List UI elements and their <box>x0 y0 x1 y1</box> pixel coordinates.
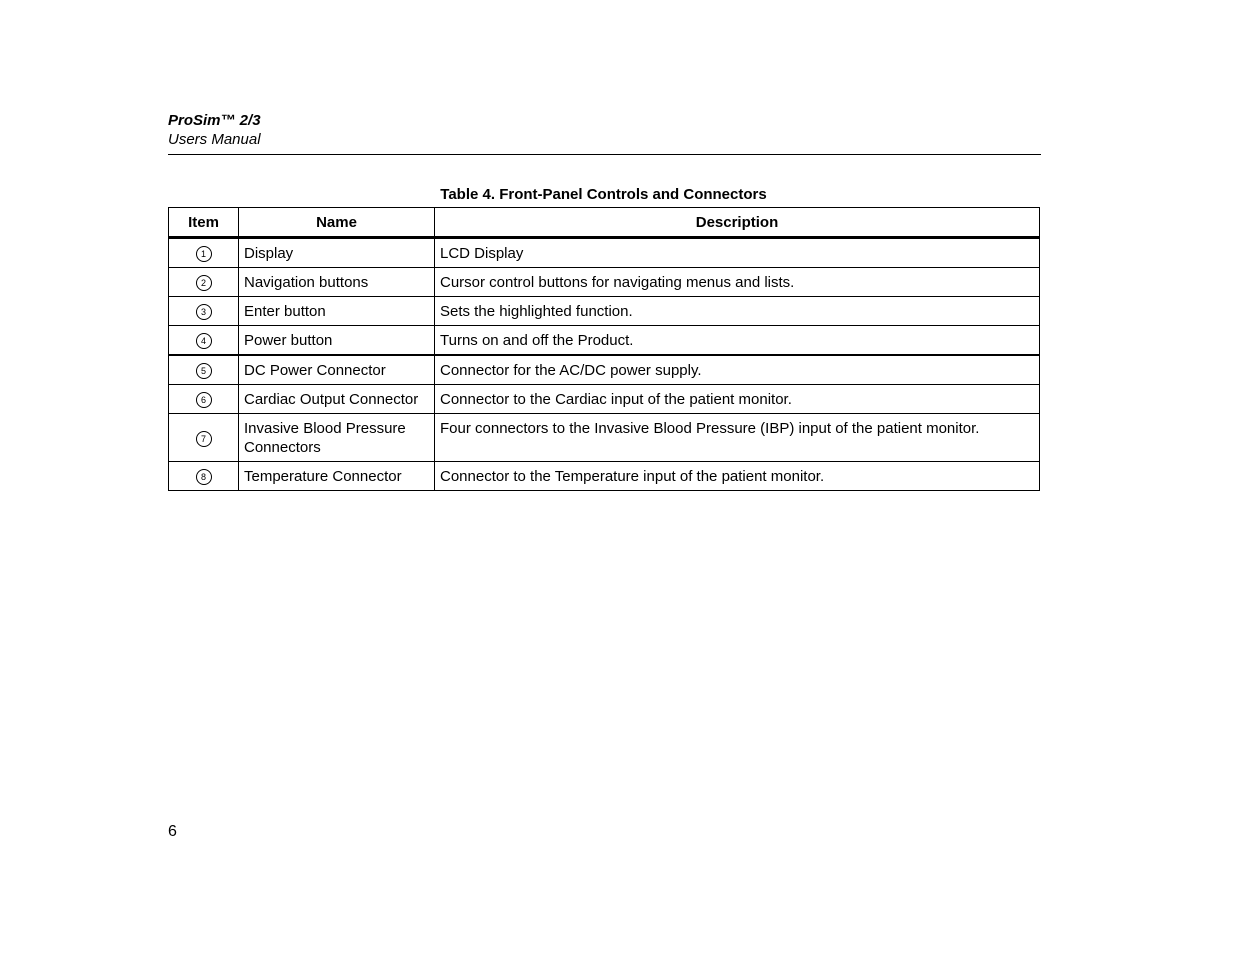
document-title: ProSim™ 2/3 <box>168 112 261 129</box>
item-number-badge: 6 <box>196 392 212 408</box>
item-number-badge: 4 <box>196 333 212 349</box>
table-row <box>169 414 1040 462</box>
description-cell: Connector for the AC/DC power supply. <box>435 355 1040 385</box>
description-cell: Connector to the Temperature input of the patient monitor. <box>435 462 1040 491</box>
column-header-description: Description <box>435 208 1040 238</box>
table-row <box>169 355 1040 385</box>
item-cell <box>169 355 239 385</box>
description-cell: LCD Display <box>435 238 1040 268</box>
item-cell <box>169 326 239 356</box>
description-cell: Sets the highlighted function. <box>435 297 1040 326</box>
table-caption: Table 4. Front-Panel Controls and Connectors <box>440 186 767 203</box>
table-row <box>169 385 1040 414</box>
name-cell: Invasive Blood Pressure Connectors <box>239 414 435 462</box>
item-cell <box>169 462 239 491</box>
controls-table <box>168 207 1040 491</box>
name-cell: Cardiac Output Connector <box>239 385 435 414</box>
name-cell: Power button <box>239 326 435 356</box>
item-number-badge: 8 <box>196 469 212 485</box>
document-subtitle: Users Manual <box>168 131 261 148</box>
header-divider <box>168 154 1041 155</box>
name-cell: Display <box>239 238 435 268</box>
item-number-badge: 5 <box>196 363 212 379</box>
name-cell: Temperature Connector <box>239 462 435 491</box>
table-row <box>169 268 1040 297</box>
item-cell <box>169 414 239 462</box>
name-cell: DC Power Connector <box>239 355 435 385</box>
item-number-badge: 3 <box>196 304 212 320</box>
item-cell <box>169 238 239 268</box>
description-cell: Turns on and off the Product. <box>435 326 1040 356</box>
item-cell <box>169 385 239 414</box>
table-row <box>169 326 1040 356</box>
item-number-badge: 2 <box>196 275 212 291</box>
column-header-item: Item <box>169 208 239 238</box>
name-cell: Navigation buttons <box>239 268 435 297</box>
item-cell <box>169 297 239 326</box>
item-number-badge: 7 <box>196 431 212 447</box>
page-header <box>168 111 1041 149</box>
table-header-row <box>169 208 1040 238</box>
table-row <box>169 238 1040 268</box>
item-number-badge: 1 <box>196 246 212 262</box>
name-cell: Enter button <box>239 297 435 326</box>
table-row <box>169 297 1040 326</box>
description-cell: Four connectors to the Invasive Blood Pressure (IBP) input of the patient monitor. <box>435 414 1040 462</box>
item-cell <box>169 268 239 297</box>
column-header-name: Name <box>239 208 435 238</box>
table-row <box>169 462 1040 491</box>
description-cell: Cursor control buttons for navigating menus and lists. <box>435 268 1040 297</box>
description-cell: Connector to the Cardiac input of the patient monitor. <box>435 385 1040 414</box>
page-number: 6 <box>168 823 177 840</box>
